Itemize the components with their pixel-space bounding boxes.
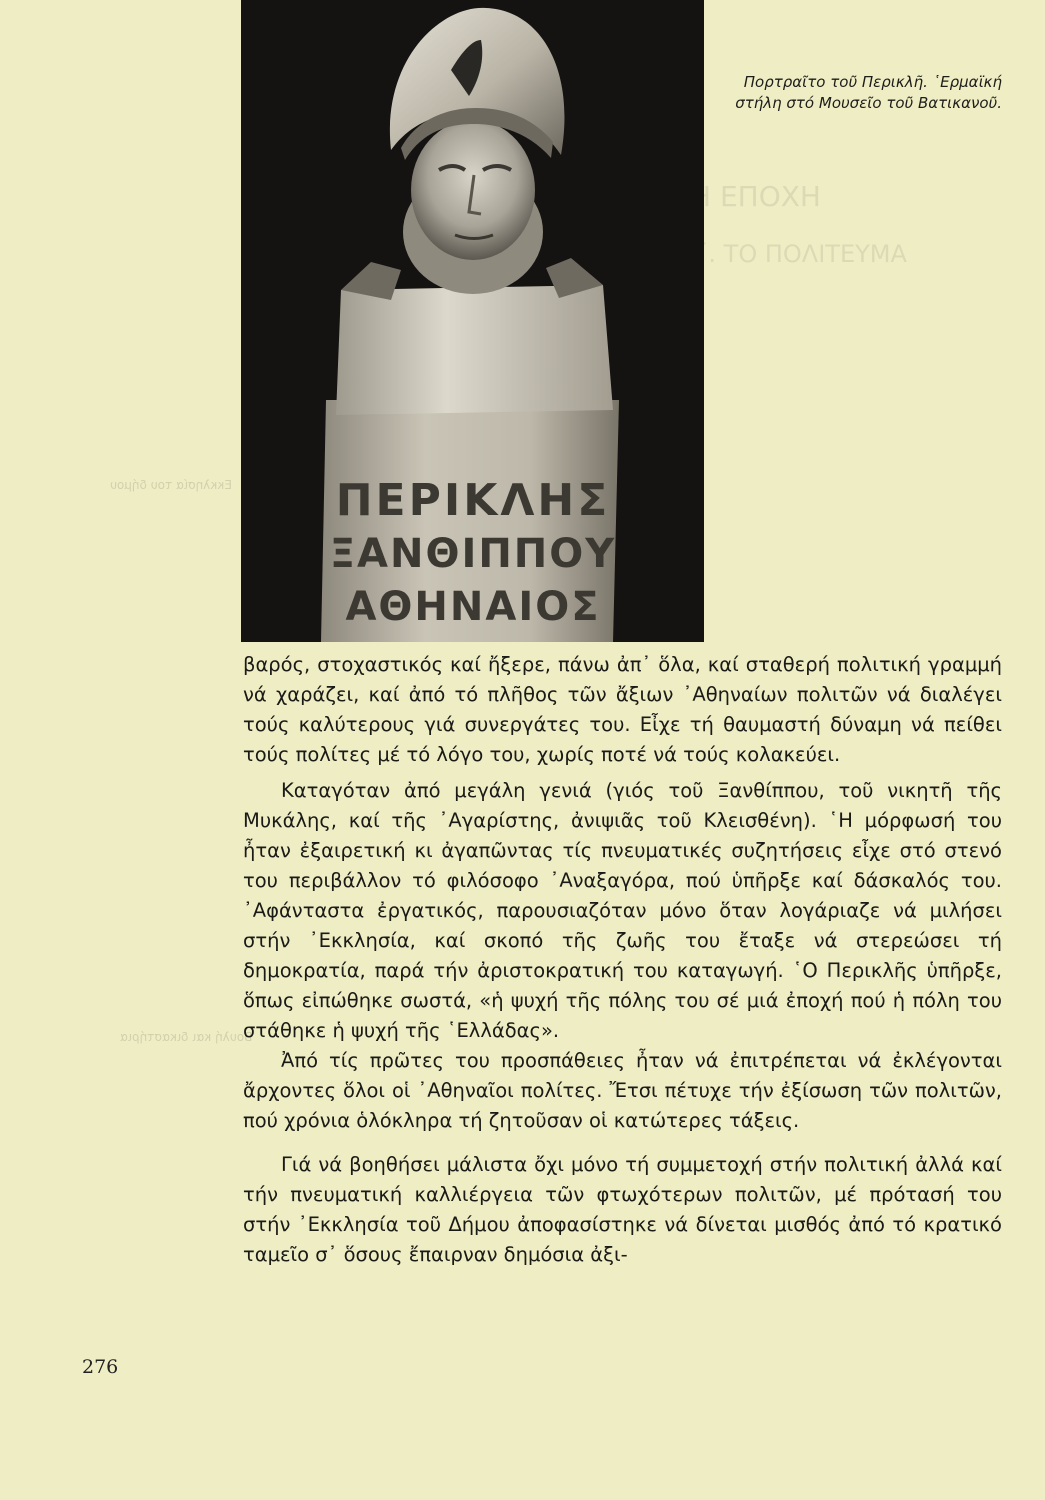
inscription-line-2: ΞΑΝΘΙΠΠΟΥ — [329, 531, 617, 577]
bleed-through: Βουλή και δικαστήρια — [120, 1030, 253, 1044]
paragraph-2: Καταγόταν ἀπό μεγάλη γενιά (γιός τοῦ Ξανθίππου, τοῦ νικητῆ τῆς Μυκάλης, καί τῆς ᾽Αγαρίστης, ἀνιψιᾶς τοῦ Κλεισθένη). ῾Η μόρφωσή του ἦταν ἐξαιρετική κι ἀγαπῶντας τίς πνευματικές συζητήσεις εἶχε στό στενό του περιβάλλον τό φιλόσοφο ᾽Αναξαγόρα, πού ὑπῆρξε καί δάσκαλός του. ᾽Αφάνταστα ἐργατικός, παρουσιαζόταν μόνο ὅταν λογάριαζε νά μιλήσει στήν ᾽Εκκλησία, καί σκοπό τῆς ζωῆς του ἔταξε νά στερεώσει τή δημοκρατία, παρά τήν ἀριστοκρατική του καταγωγή. ῾Ο Περικλῆς ὑπῆρξε, ὅπως εἰπώθηκε σωστά, «ἡ ψυχή τῆς πόλης του σέ μιά ἐποχή πού ἡ πόλη του στάθηκε ἡ ψυχή τῆς ῾Ελλάδας». — [243, 779, 1002, 1042]
inscription-line-1: ΠΕΡΙΚΛΗΣ — [335, 475, 611, 526]
page-number: 276 — [82, 1356, 119, 1378]
pericles-bust-photo — [241, 0, 704, 642]
paragraph-4: Γιά νά βοηθήσει μάλιστα ὄχι μόνο τή συμμετοχή στήν πολιτική ἀλλά καί τήν πνευματική καλλιέργεια τῶν φτωχότερων πολιτῶν, μέ πρότασή του στήν ᾽Εκκλησία τοῦ Δήμου ἀποφασίστηκε νά δίνεται μισθός ἀπό τό κρατικό ταμεῖο σ᾽ ὅσους ἔπαιρναν δημόσια ἀξι- — [243, 1153, 1002, 1266]
bleed-through: Α΄. ΤΟ ΠΟΛΙΤΕΥΜΑ — [680, 240, 907, 268]
figure-caption: Πορτραῖτο τοῦ Περικλῆ. ῾Ερμαϊκή στήλη στό Μουσεῖο τοῦ Βατικανοῦ. — [735, 73, 1002, 112]
paragraph-1: βαρός, στοχαστικός καί ἤξερε, πάνω ἀπ᾽ ὅλα, καί σταθερή πολιτική γραμμή νά χαράζει, καί ἀπό τό πλῆθος τῶν ἄξιων ᾽Αθηναίων πολιτῶν νά διαλέγει τούς καλύτερους γιά συνεργάτες του. Εἶχε τή θαυμαστή δύναμη νά πείθει τούς πολίτες μέ τό λόγο του, χωρίς ποτέ νά τούς κολακεύει. — [243, 653, 1002, 766]
paragraph-3: Ἀπό τίς πρῶτες του προσπάθειες ἦταν νά ἐπιτρέπεται νά ἐκλέγονται ἄρχοντες ὅλοι οἱ ᾽Αθηναῖοι πολίτες. Ἔτσι πέτυχε τήν ἐξίσωση τῶν πολιτῶν, πού χρόνια ὁλόκληρα τή ζητοῦσαν οἱ κατώτερες τάξεις. — [243, 1049, 1002, 1132]
main-text — [243, 650, 1002, 1270]
bleed-through: Εκκλησία του δήμου — [110, 478, 233, 492]
bleed-through: Η ΕΠΟΧΗ — [690, 180, 821, 213]
inscription-line-3: ΑΘΗΝΑΙΟΣ — [345, 584, 601, 630]
